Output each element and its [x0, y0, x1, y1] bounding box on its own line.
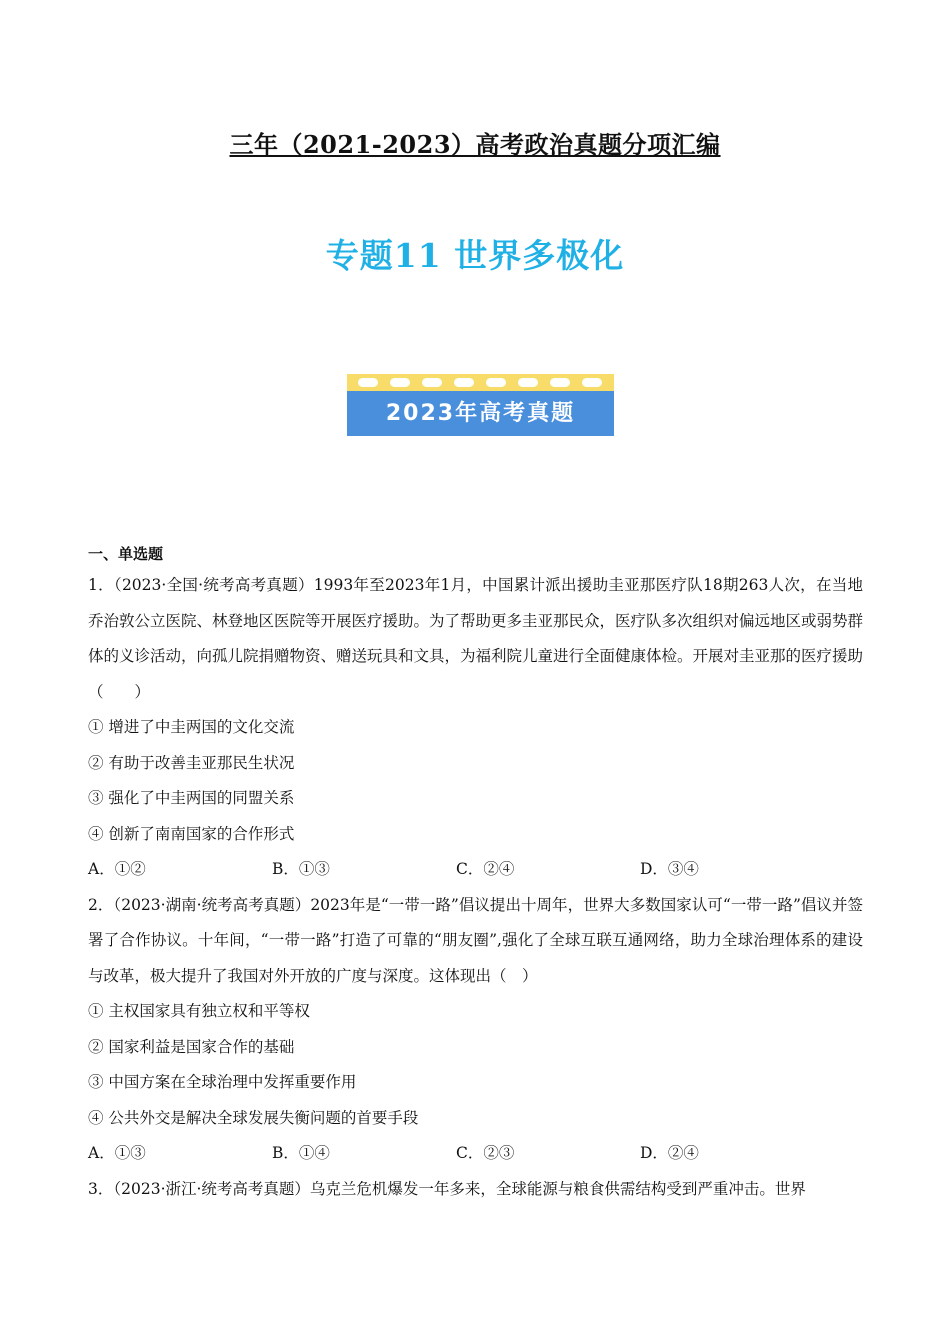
- banner-dot: [550, 378, 570, 387]
- question-stem: [88, 888, 863, 995]
- banner-dot: [454, 378, 474, 387]
- statement-option: ① 主权国家具有独立权和平等权: [88, 1002, 310, 1020]
- question-stem: [88, 1172, 863, 1208]
- choice-a: A．①②: [88, 860, 146, 878]
- question-2: [88, 888, 863, 1172]
- statement-option: ③ 强化了中圭两国的同盟关系: [88, 789, 295, 807]
- banner-label: 2023年高考真题: [347, 391, 614, 436]
- answer-choices: [88, 852, 863, 888]
- statement-option: ① 增进了中圭两国的文化交流: [88, 718, 295, 736]
- question-stem: [88, 568, 863, 710]
- question-3: [88, 1172, 863, 1208]
- question-content: [88, 540, 863, 1207]
- banner-dot-strip: [347, 374, 614, 391]
- question-1: [88, 568, 863, 888]
- choice-b: B．①④: [272, 1144, 330, 1162]
- question-number: 2．: [88, 895, 114, 914]
- banner-dot: [486, 378, 506, 387]
- choice-d: D．②④: [640, 1144, 699, 1162]
- choice-c: C．②③: [456, 1144, 515, 1162]
- main-title: 三年（2021-2023）高考政治真题分项汇编: [229, 130, 721, 159]
- choice-a: A．①③: [88, 1144, 146, 1162]
- topic-title: 专题11 世界多极化: [325, 236, 625, 275]
- statement-option: ② 国家利益是国家合作的基础: [88, 1037, 295, 1056]
- section-heading: 一、单选题: [88, 545, 164, 563]
- statement-option: ② 有助于改善圭亚那民生状况: [88, 753, 295, 772]
- banner-dot: [518, 378, 538, 387]
- choice-c: C．②④: [456, 860, 515, 878]
- statement-option: ④ 公共外交是解决全球发展失衡问题的首要手段: [88, 1108, 419, 1127]
- banner-dot: [422, 378, 442, 387]
- year-banner: [347, 374, 614, 436]
- answer-choices: [88, 1136, 863, 1172]
- question-text: （2023·浙江·统考高考真题）乌克兰危机爆发一年多来，全球能源与粮食供需结构受到严重冲击。世界: [113, 1179, 806, 1198]
- statement-option: ④ 创新了南南国家的合作形式: [88, 824, 295, 843]
- banner-dot: [390, 378, 410, 387]
- choice-b: B．①③: [272, 860, 330, 878]
- question-number: 1．: [88, 576, 114, 594]
- question-text: （2023·全国·统考高考真题）1993年至2023年1月，中国累计派出援助圭亚那医疗队18期263人次，在当地乔治敦公立医院、林登地区医院等开展医疗援助。为了帮助更多圭亚那民众，医疗队多次组织对偏远地区或弱势群体的义诊活动，向孤儿院捐赠物资、赠送玩具和文具，为福利院儿童进行全面健康体检。开展对圭亚那的医疗援助（ ）: [88, 576, 864, 701]
- question-number: 3．: [88, 1179, 114, 1198]
- banner-dot: [582, 378, 602, 387]
- statement-option: ③ 中国方案在全球治理中发挥重要作用: [88, 1073, 357, 1091]
- choice-d: D．③④: [640, 860, 699, 878]
- question-text: （2023·湖南·统考高考真题）2023年是“一带一路”倡议提出十周年，世界大多数国家认可“一带一路”倡议并签署了合作协议。十年间，“一带一路”打造了可靠的“朋友圈”,强化了全球互联互通网络，助力全球治理体系的建设与改革，极大提升了我国对外开放的广度与深度。这体现出（ ）: [88, 895, 863, 985]
- banner-dot: [358, 378, 378, 387]
